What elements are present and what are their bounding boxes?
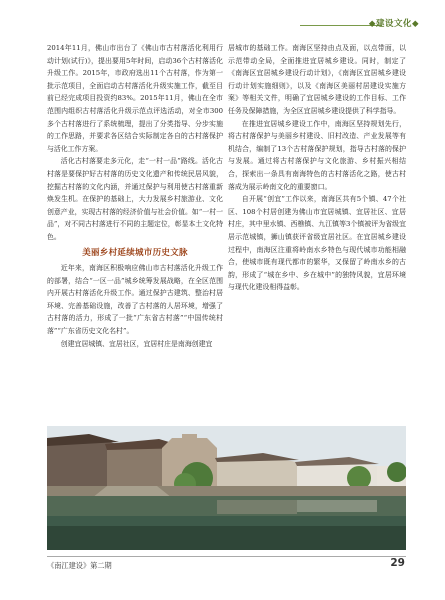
left-paragraph-4: 创建宜居城镇、宜居社区，宜居村庄是南海创建宜 — [60, 339, 213, 348]
reflection-buildings — [217, 500, 297, 514]
section-subheading: 美丽乡村延续城市历史文脉 — [82, 247, 188, 258]
photo-illustration — [47, 426, 406, 550]
riverside-village-photo — [47, 426, 406, 550]
page-number: 29 — [390, 557, 405, 569]
left-paragraph-2: 活化古村落要走多元化，走“一村一品”路线。活化古村落是要保护好古村落的历史文化遗产和传统民居风貌，挖掘古村落的文化内涵，并通过保护与利用使古村落重新焕发生机。在保护的基础上，大力发展乡村旅游业、文化创意产业，实现古村落的经济价值与社会价值。如“一村一品”，对不同古村落进行不同的主题定位，彰显本土文化特色。 — [47, 157, 223, 241]
left-paragraph-3: 近年来，南海区积极响应佛山市古村落活化升级工作的部署，结合“一区一品”城乡统筹发展战略，在全区范围内开展古村落活化升级工作。通过保护古建筑、整治村居环境、完善基础设施，改善了古村落的人居环境，增强了古村落的活力，形成了一批“广东省古村落”“中国传统村落”“广东省历史文化名村”。 — [47, 264, 223, 336]
left-column — [47, 42, 223, 350]
right-paragraph-1: 居城市的基础工作。南海区坚持由点及面，以点带面，以示范带动全局，全面推进宜居城乡建设。同时，制定了《南海区宜居城乡建设行动计划》，《南海区宜居城乡建设行动计划实施细则》，以及《南海区美丽村居建设实施方案》等相关文件，明确了宜居城乡建设的工作目标、工作任务及保障措施，为全区宜居城乡建设提供了科学指导。 — [228, 44, 406, 115]
right-column — [228, 42, 406, 294]
footer-rule — [47, 556, 406, 557]
reflection-white — [297, 500, 377, 512]
journal-name: 《南江建设》第二期 — [47, 561, 112, 570]
water-dark — [47, 526, 406, 550]
right-paragraph-3: 自开展“创宜”工作以来，南海区共有5个镇、47个社区、108个村居创建为佛山市宜居城镇、宜居社区、宜居村庄，其中里水镇、西樵镇、九江镇等3个镇被评为省级宜居示范城镇，狮山镇获评省级宜居社区。在宜居城乡建设过程中，南海区注重将岭南水乡特色与现代城市功能相融合，使城市既有现代都市的繁华，又保留了岭南水乡的古韵，形成了“城在乡中、乡在城中”的独特风貌，宜居环境与现代化建设相得益彰。 — [228, 195, 406, 292]
left-paragraph-1: 2014年11月，佛山市出台了《佛山市古村落活化利用行动计划(试行)》，提出要用5年时间，启动36个古村落活化升级工作。2015年，市政府选出11个古村落，作为第一批示范项目，全面启动古村落活化升级实施工作，截至目前已经完成项目投资约83%。2015年11月，佛山在全市范围内组织古村落活化升级示范点评选活动，对全市300多个古村落进行了系统梳理，提出了分类指导、分步实施的工作思路，并要求各区结合实际制定各自的古村落保护与活化工作方案。 — [47, 44, 223, 153]
right-paragraph-2: 在推进宜居城乡建设工作中，南海区坚持规划先行，将古村落保护与美丽乡村建设、旧村改造、产业发展等有机结合，编制了13个古村落保护规划，指导古村落的保护与发展。通过将古村落保护与文化旅游、乡村振兴相结合，探索出一条具有南海特色的古村落活化之路，使古村落成为展示岭南文化的重要窗口。 — [228, 119, 406, 191]
section-header: ◆建设文化◆ — [368, 19, 419, 29]
